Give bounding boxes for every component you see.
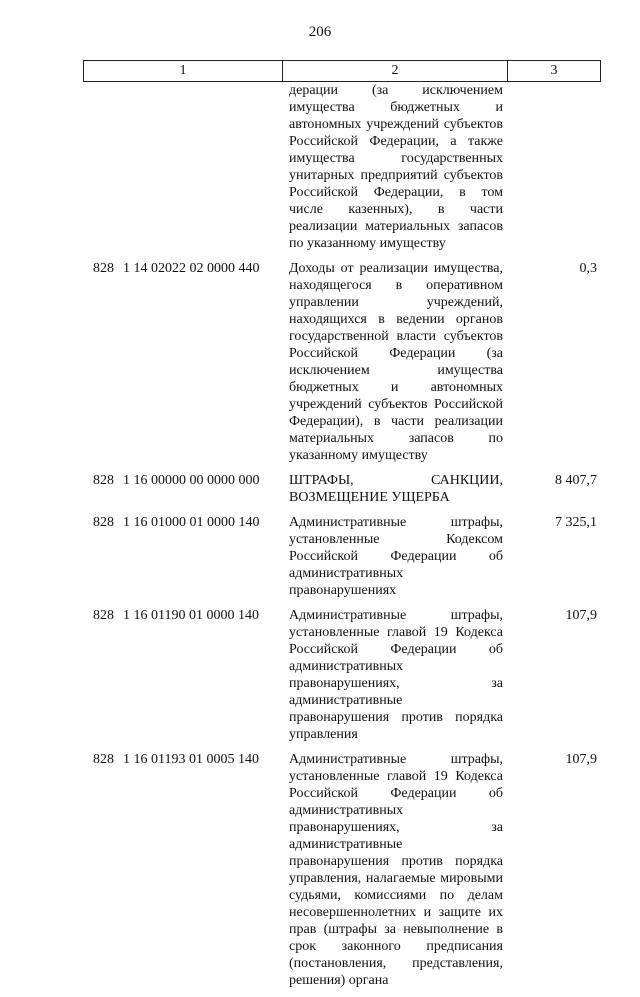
header-col-1: 1 (84, 61, 283, 81)
table-row (83, 472, 601, 506)
table-row (83, 751, 601, 989)
table-header (83, 60, 601, 82)
code-cell (83, 472, 281, 506)
budget-code: 1 14 02022 02 0000 440 (123, 261, 260, 276)
amount-cell (503, 82, 601, 252)
admin-code: 828 (93, 261, 114, 276)
header-col-2: 2 (283, 61, 508, 81)
budget-code (123, 82, 281, 252)
table-row (83, 514, 601, 599)
table-row (83, 82, 601, 252)
amount-cell: 7 325,1 (555, 515, 597, 530)
table-row (83, 260, 601, 464)
table-body (83, 82, 601, 997)
amount-cell: 8 407,7 (555, 473, 597, 488)
code-cell (83, 514, 281, 599)
admin-code: 828 (93, 608, 114, 623)
admin-code: 828 (93, 515, 114, 530)
budget-code: 1 16 01193 01 0005 140 (123, 752, 259, 767)
budget-code: 1 16 00000 00 0000 000 (123, 473, 260, 488)
description-cell: Административные штрафы, установленные главой 19 Кодекса Российской Федерации об административных правонарушениях, за административные правонарушения против порядка управления (289, 608, 503, 742)
code-cell (83, 607, 281, 743)
amount-cell: 0,3 (579, 261, 597, 276)
budget-code: 1 16 01190 01 0000 140 (123, 608, 259, 623)
description-cell: Административные штрафы, установленные главой 19 Кодекса Российской Федерации об административных правонарушениях, за административные правонарушения против порядка управления, налагаемые мировыми судьями, комиссиями по делам несовершеннолетних и защите их прав (штрафы за невыполнение в срок законного предписания (постановления, представления, решения) органа (289, 752, 503, 988)
description-cell: Доходы от реализации имущества, находящегося в оперативном управлении учреждений, находящихся в ведении органов государственной власти субъектов Российской Федерации (за исключением имущества бюджетных и автономных учреждений субъектов Российской Федерации), в части реализации материальных запасов по указанному имуществу (289, 261, 503, 463)
code-cell (83, 82, 281, 252)
admin-code: 828 (93, 473, 114, 488)
description-cell: Административные штрафы, установленные Кодексом Российской Федерации об административных правонарушениях (289, 515, 503, 598)
description-cell: ШТРАФЫ, САНКЦИИ, ВОЗМЕЩЕНИЕ УЩЕРБА (289, 473, 503, 505)
amount-cell: 107,9 (565, 608, 597, 623)
page-number: 206 (308, 24, 332, 40)
admin-code: 828 (93, 752, 114, 767)
amount-cell: 107,9 (565, 752, 597, 767)
table-row (83, 607, 601, 743)
description-cell: дерации (за исключением имущества бюджетных и автономных учреждений субъектов Российской Федерации, а также имущества государственных унитарных предприятий субъектов Российской Федерации, в том числе казенных), в части реализации материальных запасов по указанному имуществу (289, 83, 503, 251)
budget-code: 1 16 01000 01 0000 140 (123, 515, 260, 530)
header-col-3: 3 (550, 63, 558, 78)
code-cell (83, 751, 281, 989)
admin-code (93, 82, 123, 252)
code-cell (83, 260, 281, 464)
